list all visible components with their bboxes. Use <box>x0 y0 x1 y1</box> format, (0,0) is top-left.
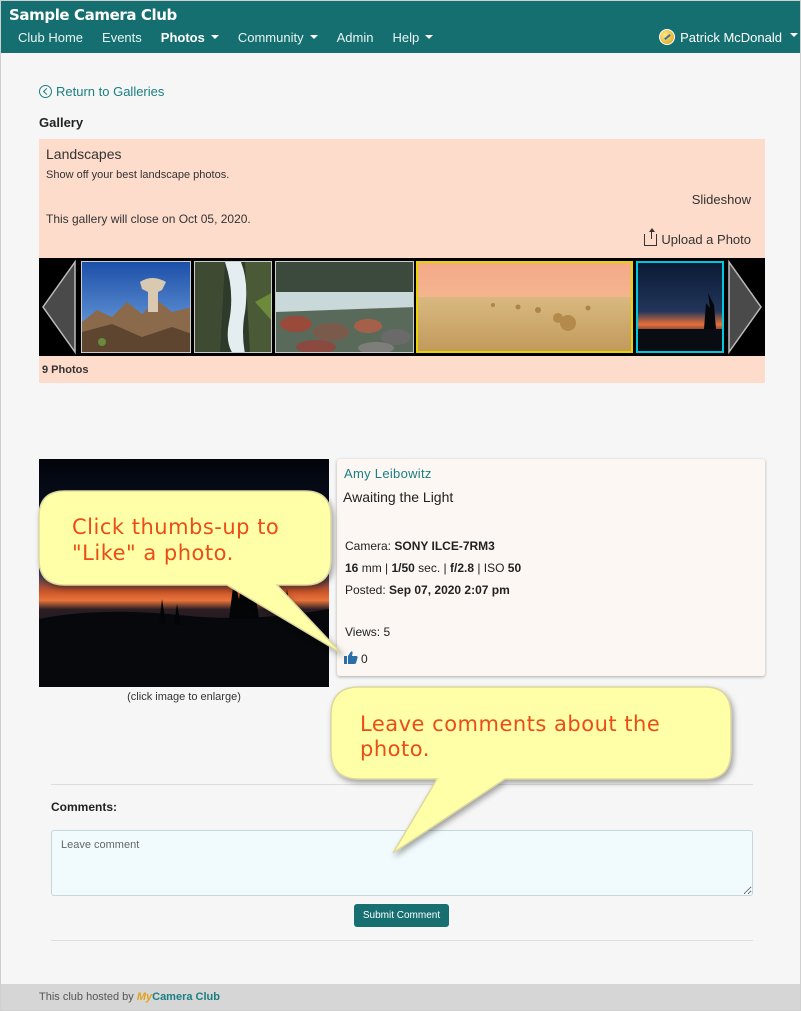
site-header <box>1 1 801 53</box>
views-count: 5 <box>383 625 391 639</box>
nav-label: Events <box>102 30 142 45</box>
enlarge-hint: (click image to enlarge) <box>127 691 241 703</box>
photographer-name[interactable]: Amy Leibowitz <box>344 466 432 481</box>
posted-date: Sep 07, 2020 2:07 pm <box>389 583 510 597</box>
caret-down-icon <box>211 35 219 39</box>
nav-label: Help <box>392 30 420 45</box>
divider <box>51 940 753 941</box>
club-title[interactable]: Sample Camera Club <box>9 6 177 24</box>
thumbnail-image <box>638 263 722 351</box>
aperture: f/2.8 <box>449 561 474 575</box>
shutter-speed: 1/50 <box>391 561 415 575</box>
return-link-label: Return to Galleries <box>56 84 165 99</box>
like-tip-text-line2: "Like" a photo. <box>72 541 234 565</box>
caret-down-icon <box>790 33 798 37</box>
iso-value: 50 <box>507 561 522 575</box>
brand-logo-my[interactable]: My <box>136 991 153 1003</box>
upload-label: Upload a Photo <box>661 232 751 247</box>
thumbnail-badlands-hoodoos[interactable] <box>81 261 191 353</box>
nav-community[interactable] <box>238 30 318 45</box>
thumbnail-image <box>418 263 631 351</box>
camera-line <box>345 539 495 553</box>
caret-down-icon <box>425 35 433 39</box>
slideshow-link[interactable]: Slideshow <box>691 192 751 207</box>
user-name: Patrick McDonald <box>680 29 782 45</box>
comments-label: Comments: <box>51 800 118 814</box>
posted-line <box>345 583 510 597</box>
nav-help[interactable] <box>392 30 433 45</box>
focal-unit: mm | <box>358 561 392 575</box>
like-tip-text-line1: Click thumbs-up to <box>72 515 280 539</box>
gallery-description: Show off your best landscape photos. <box>46 169 230 181</box>
caret-down-icon <box>310 35 318 39</box>
thumbnail-image <box>276 262 414 353</box>
upload-photo-link[interactable] <box>644 232 751 247</box>
nav-admin[interactable] <box>337 30 374 45</box>
exposure-line <box>345 561 521 575</box>
comment-tip-text-line2: photo. <box>360 737 430 761</box>
shutter-unit: sec. | <box>414 561 450 575</box>
submit-comment-button[interactable]: Submit Comment <box>354 904 449 927</box>
photo-info-card <box>337 459 765 676</box>
thumbnail-image <box>82 262 191 353</box>
upload-icon <box>644 234 657 246</box>
nav-label: Photos <box>160 30 205 45</box>
footer-text <box>39 991 220 1003</box>
thumbnail-sunset-silhouette[interactable] <box>636 261 724 353</box>
nav-label: Community <box>237 30 304 45</box>
footer <box>1 984 801 1011</box>
gallery-name: Landscapes <box>46 146 122 162</box>
gallery-heading: Gallery <box>39 115 84 130</box>
camera-value: SONY ILCE-7RM3 <box>394 539 495 553</box>
gallery-panel <box>39 139 765 383</box>
gallery-close-note: This gallery will close on Oct 05, 2020. <box>46 212 251 226</box>
nav-events[interactable] <box>102 30 142 45</box>
focal-length: 16 <box>345 561 359 575</box>
back-circle-icon <box>39 85 52 98</box>
main-nav <box>18 30 452 45</box>
footer-hosted-by: This club hosted by <box>39 991 137 1003</box>
iso-label: | ISO <box>474 561 508 575</box>
thumbnail-rocky-stream[interactable] <box>275 261 414 353</box>
photo-title: Awaiting the Light <box>343 489 454 505</box>
nav-label: Club Home <box>18 30 84 45</box>
nav-label: Admin <box>336 30 374 45</box>
return-to-galleries-link[interactable] <box>39 84 164 99</box>
camera-label: Camera: <box>345 539 395 553</box>
thumbnail-image <box>195 262 272 353</box>
views-label: Views: <box>345 625 384 639</box>
comment-tip-callout <box>329 685 739 857</box>
nav-club-home[interactable] <box>18 30 83 45</box>
thumbnail-waterfall[interactable] <box>194 261 272 353</box>
photo-count: 9 Photos <box>42 364 89 376</box>
chevron-right-icon[interactable] <box>725 258 765 356</box>
comment-tip-text-line1: Leave comments about the <box>360 712 661 736</box>
user-avatar-icon <box>659 29 675 45</box>
filmstrip <box>39 258 765 356</box>
nav-photos[interactable] <box>161 30 219 45</box>
user-menu[interactable] <box>659 29 798 45</box>
posted-label: Posted: <box>345 583 390 597</box>
chevron-left-icon[interactable] <box>39 258 79 356</box>
brand-logo-name[interactable]: Camera Club <box>152 991 220 1003</box>
thumbnail-hay-bales-field[interactable] <box>416 261 633 353</box>
like-count: 0 <box>361 652 368 666</box>
